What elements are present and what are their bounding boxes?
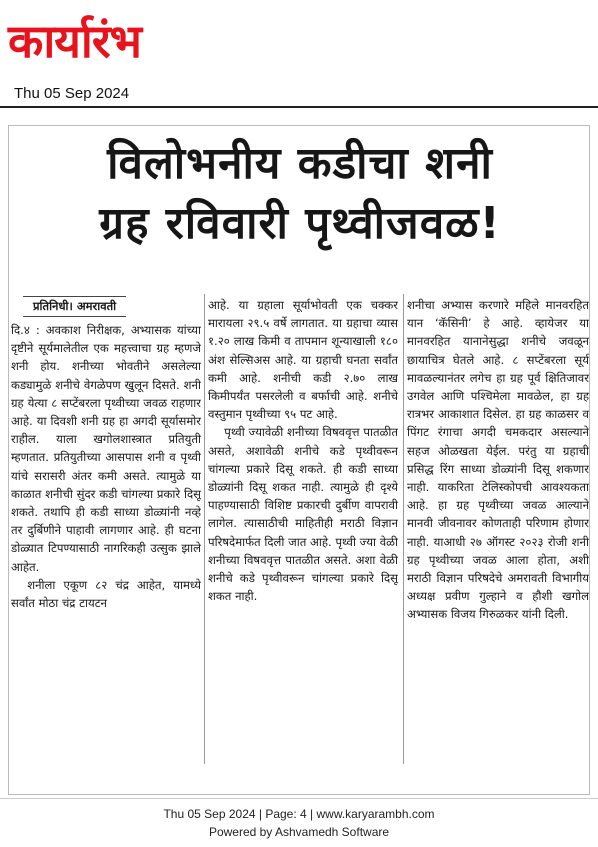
article-byline: प्रतिनिधी। अमरावती: [23, 296, 126, 317]
masthead: [0, 0, 598, 108]
headline-line-1: विलोभनीय कडीचा शनी: [107, 138, 493, 189]
article-column-1: [11, 294, 201, 794]
masthead-divider: [0, 106, 598, 108]
paragraph: आहे. या ग्रहाला सूर्याभोवती एक चक्कर मारायला २९.५ वर्षे लागतात. या ग्रहाचा व्यास १.२० लाख किमी व तापमान शून्याखाली १८० अंश सेल्सिअस आहे. या ग्रहाची घनता सर्वांत कमी आहे. शनीची कडी २.७० लाख किमीपर्यंत पसरलेली व बर्फाची आहे. शनीचे वस्तुमान पृथ्वीच्या ९५ पट आहे.: [208, 298, 398, 422]
brand-logo[interactable]: कार्यारंभ: [8, 14, 141, 68]
footer-page-info[interactable]: Thu 05 Sep 2024 | Page: 4 | www.karyarambh.com: [163, 807, 435, 821]
news-clipping: [8, 125, 590, 795]
paragraph: पृथ्वी ज्यावेळी शनीच्या विषववृत्त पातळीत असते, अशावेळी शनीचे कडे पृथ्वीवरून चांगल्या प्रकारे दिसू शकते. ही कडी साध्या डोळ्यांनी दिसू शकत नाही. त्यामुळे ही दृश्ये पाहण्यासाठी विशिष्ट प्रकारची दुर्बीण वापरावी लागेल. त्यासाठीची माहितीही मराठी विज्ञान परिषदेमार्फत दिली जात आहे. पृथ्वी ज्या वेळी शनीच्या विषववृत्त पातळीत असते. अशा वेळी शनीचे कडे पृथ्वीवरून चांगल्या प्रकारे दिसू शकत नाही.: [208, 425, 398, 604]
headline-line-2: ग्रह रविवारी पृथ्वीजवळ!: [99, 198, 501, 249]
paragraph: दि.४ : अवकाश निरीक्षक, अभ्यासक यांच्या दृष्टीने सूर्यमालेतील एक महत्त्वाचा ग्रह म्हणजे शनी होय. शनीच्या भोवतीने असलेल्या कड्यामुळे शनीचे वेगळेपण खुलून दिसते. शनी ग्रह येत्या ८ सप्टेंबरला पृथ्वीच्या जवळ राहणार आहे. या दिवशी शनी ग्रह हा अगदी सूर्यासमोर राहील. याला खगोलशास्त्रात प्रतियुती म्हणतात. प्रतियुतीच्या आसपास शनी व पृथ्वी यांचे सरासरी अंतर कमी असते. त्यामुळे या काळात शनीची सुंदर कडी चांगल्या प्रकारे दिसू शकते. तथापि ही कडी साध्या डोळ्यांनी नव्हे तर दुर्बिणीने पाहावी लागणार आहे. ही घटना डोळ्यात टिपण्यासाठी नागरिकही उत्सुक झाले आहेत.: [11, 323, 201, 574]
article-column-2: [208, 296, 398, 796]
paragraph: शनीचा अभ्यास करणारे महिले मानवरहित यान ‘कॅसिनी’ हे आहे. व्हायेजर या मानवरहित यानानेसुद्धा शनीचे जवळून छायाचित्र घेतले आहे. ८ सप्टेंबरला सूर्य मावळल्यानंतर लगेच हा ग्रह पूर्व क्षितिजावर उगवेल आणि पश्चिमेला मावळेल, हा ग्रह रात्रभर आकाशात दिसेल. हा ग्रह काळसर व पिंगट रंगाचा अगदी चमकदार असल्याने सहज ओळखता येईल. परंतु या ग्रहाची प्रसिद्ध रिंग साध्या डोळ्यांनी दिसू शकणार नाही. याकरिता टेलिस्कोपची आवश्यकता आहे. हा ग्रह पृथ्वीच्या जवळ आल्याने मानवी जीवनावर कोणताही परिणाम होणार नाही. याआधी २७ ऑगस्ट २०२३ रोजी शनी ग्रह पृथ्वीच्या जवळ आला होता, अशी मराठी विज्ञान परिषदेचे अमरावती विभागीय अध्यक्ष प्रवीण गुल्हाने व हौशी खगोल अभ्यासक विजय गिरुळकर यांनी दिली.: [407, 298, 589, 622]
edition-date: Thu 05 Sep 2024: [14, 85, 130, 102]
paragraph: शनीला एकूण ८२ चंद्र आहेत, यामध्ये सर्वांत मोठा चंद्र टायटन: [11, 577, 201, 611]
page-footer: [0, 798, 598, 847]
article-body: [11, 294, 587, 794]
article-column-3: [407, 296, 589, 796]
column-divider: [403, 294, 404, 764]
article-headline: [13, 134, 587, 254]
footer-powered-by: Powered by Ashvamedh Software: [208, 825, 390, 839]
column-divider: [204, 294, 205, 764]
